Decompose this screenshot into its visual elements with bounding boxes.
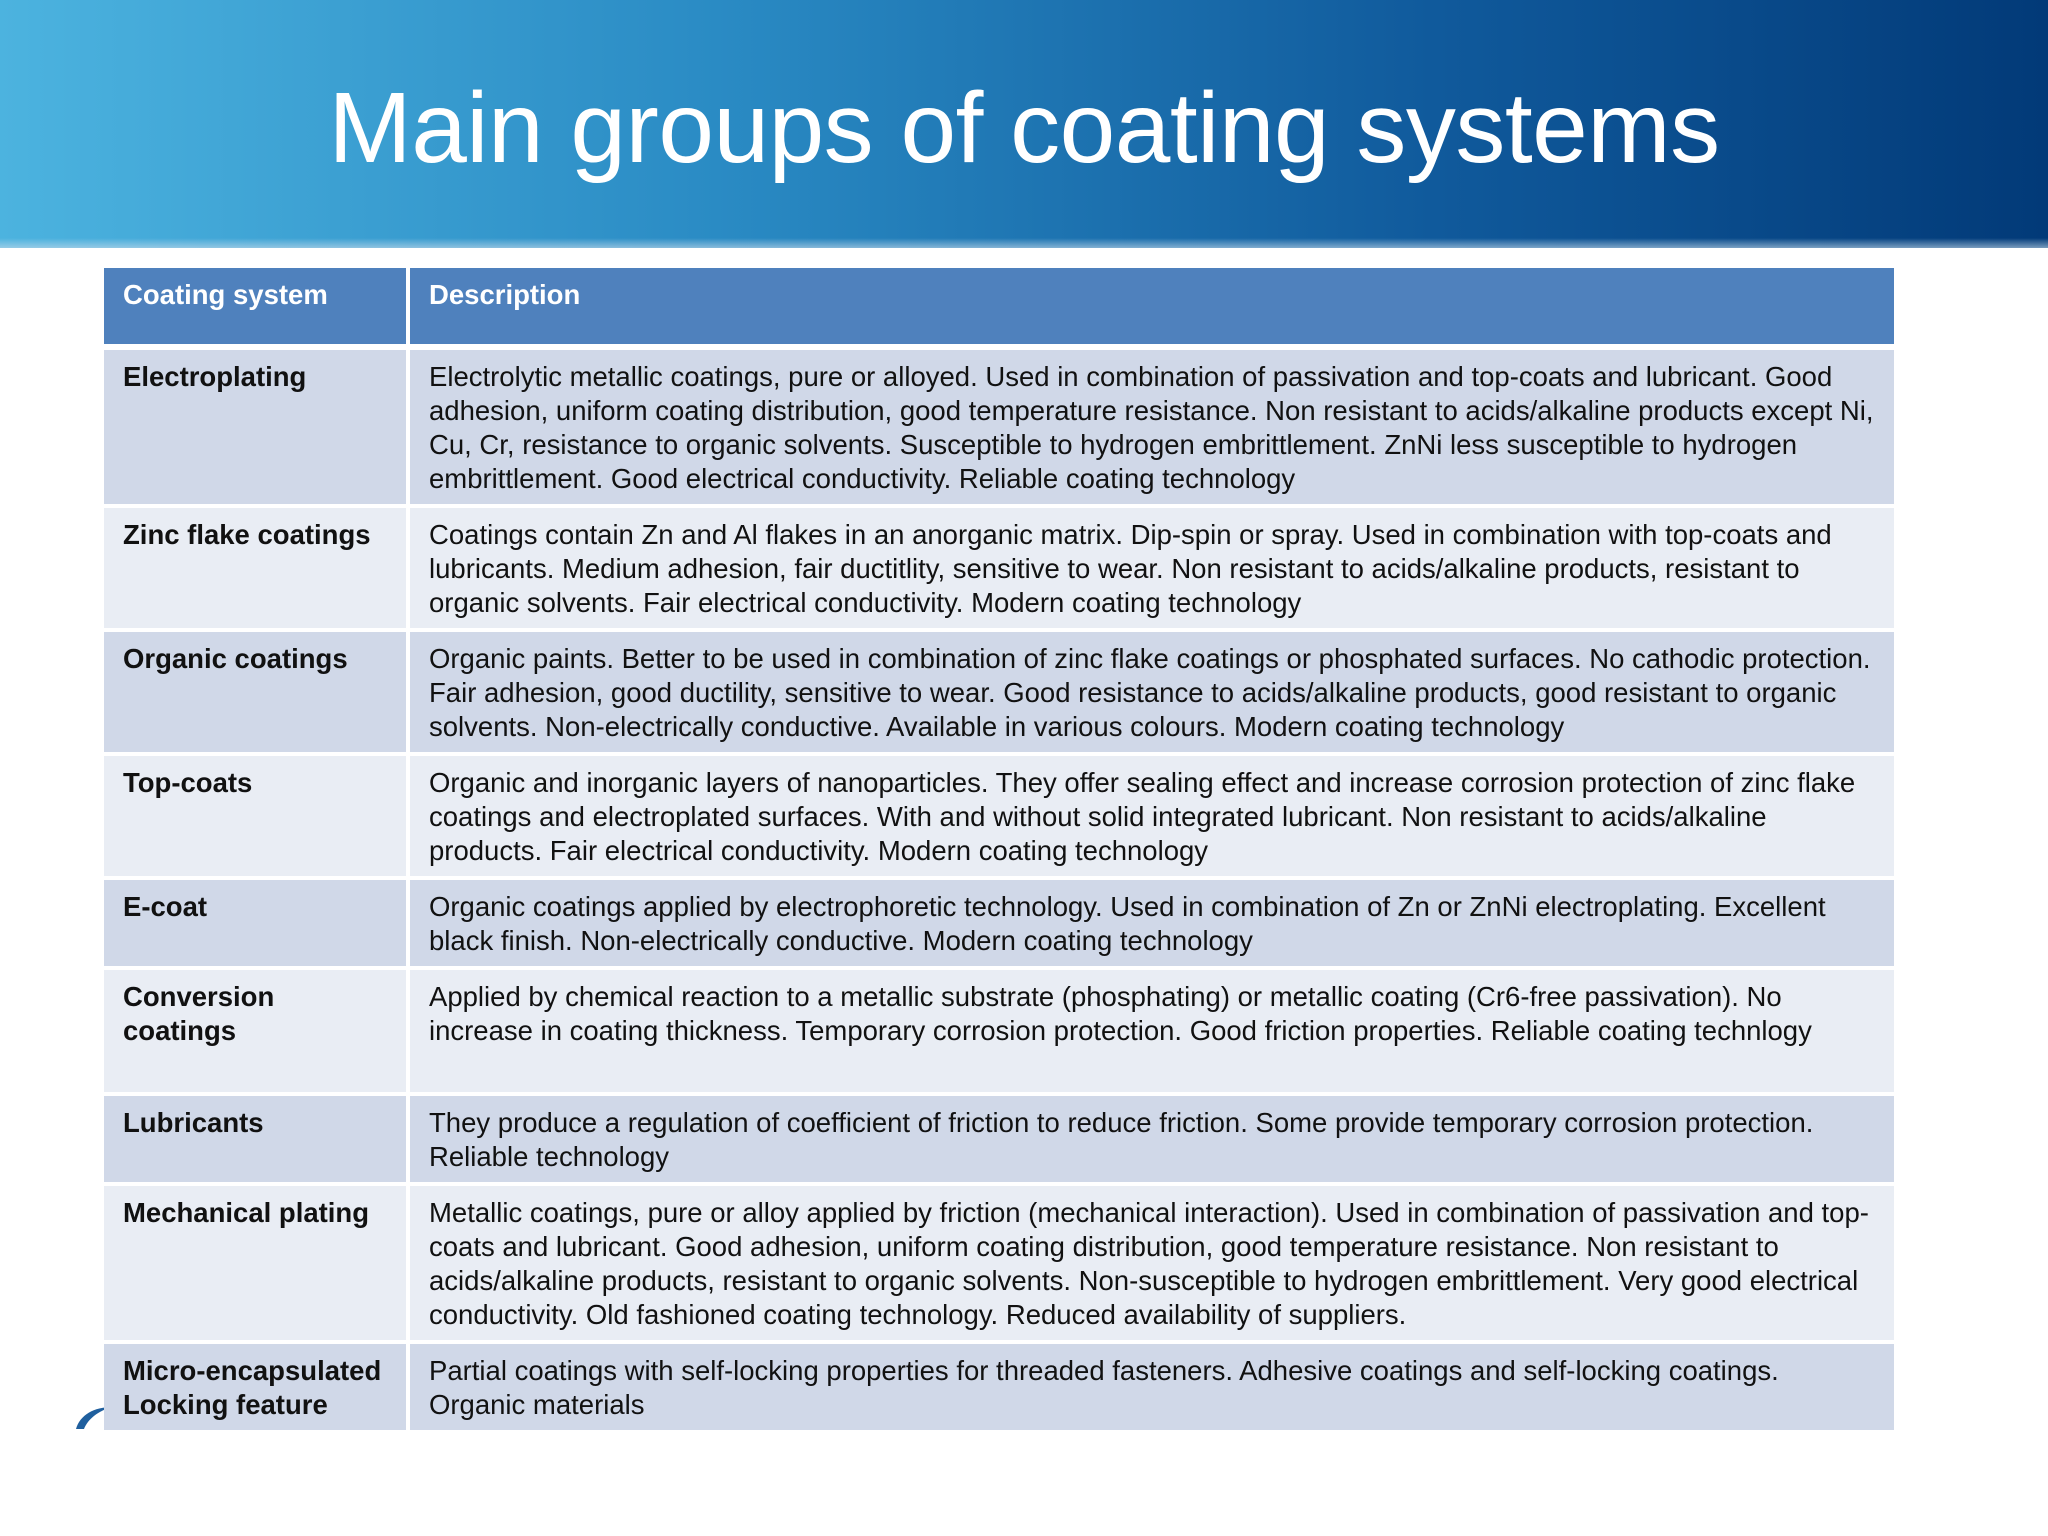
header-coating-system: Coating system: [104, 268, 410, 350]
table-row: [104, 632, 1894, 756]
table-row: [104, 970, 1894, 1096]
table-header-row: [104, 268, 1894, 350]
coating-system-description: Organic paints. Better to be used in combination of zinc flake coatings or phosphated surfaces. No cathodic protection. Fair adhesion, good ductility, sensitive to wear. Good resistance to acids/alkaline products, good resistant to organic solvents. Non-electrically conductive. Available in various colours. Modern coating technology: [410, 632, 1894, 756]
coating-system-name: Top-coats: [104, 756, 410, 880]
coating-system-description: Electrolytic metallic coatings, pure or alloyed. Used in combination of passivation and top-coats and lubricant. Good adhesion, uniform coating distribution, good temperature resistance. Non resistant to acids/alkaline products except Ni, Cu, Cr, resistance to organic solvents. Susceptible to hydrogen embrittlement. ZnNi less susceptible to hydrogen embrittlement. Good electrical conductivity. Reliable coating technology: [410, 350, 1894, 508]
coating-system-name: Lubricants: [104, 1096, 410, 1186]
table-row: [104, 1096, 1894, 1186]
coating-system-name: Micro-encapsulated Locking feature: [104, 1344, 410, 1434]
table-row: [104, 1344, 1894, 1434]
coating-system-description: Partial coatings with self-locking properties for threaded fasteners. Adhesive coatings and self-locking coatings. Organic materials: [410, 1344, 1894, 1434]
coating-system-description: Organic coatings applied by electrophoretic technology. Used in combination of Zn or ZnNi electroplating. Excellent black finish. Non-electrically conductive. Modern coating technology: [410, 880, 1894, 970]
slide-title: Main groups of coating systems: [328, 72, 1720, 184]
table-row: [104, 1186, 1894, 1344]
coating-system-description: They produce a regulation of coefficient of friction to reduce friction. Some provide temporary corrosion protection. Reliable technology: [410, 1096, 1894, 1186]
coating-system-description: Applied by chemical reaction to a metallic substrate (phosphating) or metallic coating (Cr6-free passivation). No increase in coating thickness. Temporary corrosion protection. Good friction properties. Reliable coating technlogy: [410, 970, 1894, 1096]
coating-systems-table: [104, 268, 1894, 1434]
coating-system-name: Conversion coatings: [104, 970, 410, 1096]
table-row: [104, 350, 1894, 508]
coating-system-description: Coatings contain Zn and Al flakes in an anorganic matrix. Dip-spin or spray. Used in combination with top-coats and lubricants. Medium adhesion, fair ductitlity, sensitive to wear. Non resistant to acids/alkaline products, resistant to organic solvents. Fair electrical conductivity. Modern coating technology: [410, 508, 1894, 632]
coating-system-description: Organic and inorganic layers of nanoparticles. They offer sealing effect and increase corrosion protection of zinc flake coatings and electroplated surfaces. With and without solid integrated lubricant. Non resistant to acids/alkaline products. Fair electrical conductivity. Modern coating technology: [410, 756, 1894, 880]
coating-system-description: Metallic coatings, pure or alloy applied by friction (mechanical interaction). Used in combination of passivation and top-coats and lubricant. Good adhesion, uniform coating distribution, good temperature resistance. Non resistant to acids/alkaline products, resistant to organic solvents. Non-susceptible to hydrogen embrittlement. Very good electrical conductivity. Old fashioned coating technology. Reduced availability of suppliers.: [410, 1186, 1894, 1344]
table-row: [104, 756, 1894, 880]
coating-system-name: Electroplating: [104, 350, 410, 508]
table-row: [104, 508, 1894, 632]
table-row: [104, 880, 1894, 970]
header-description: Description: [410, 268, 1894, 350]
coating-system-name: Organic coatings: [104, 632, 410, 756]
coating-system-name: E-coat: [104, 880, 410, 970]
coating-system-name: Mechanical plating: [104, 1186, 410, 1344]
coating-system-name: Zinc flake coatings: [104, 508, 410, 632]
